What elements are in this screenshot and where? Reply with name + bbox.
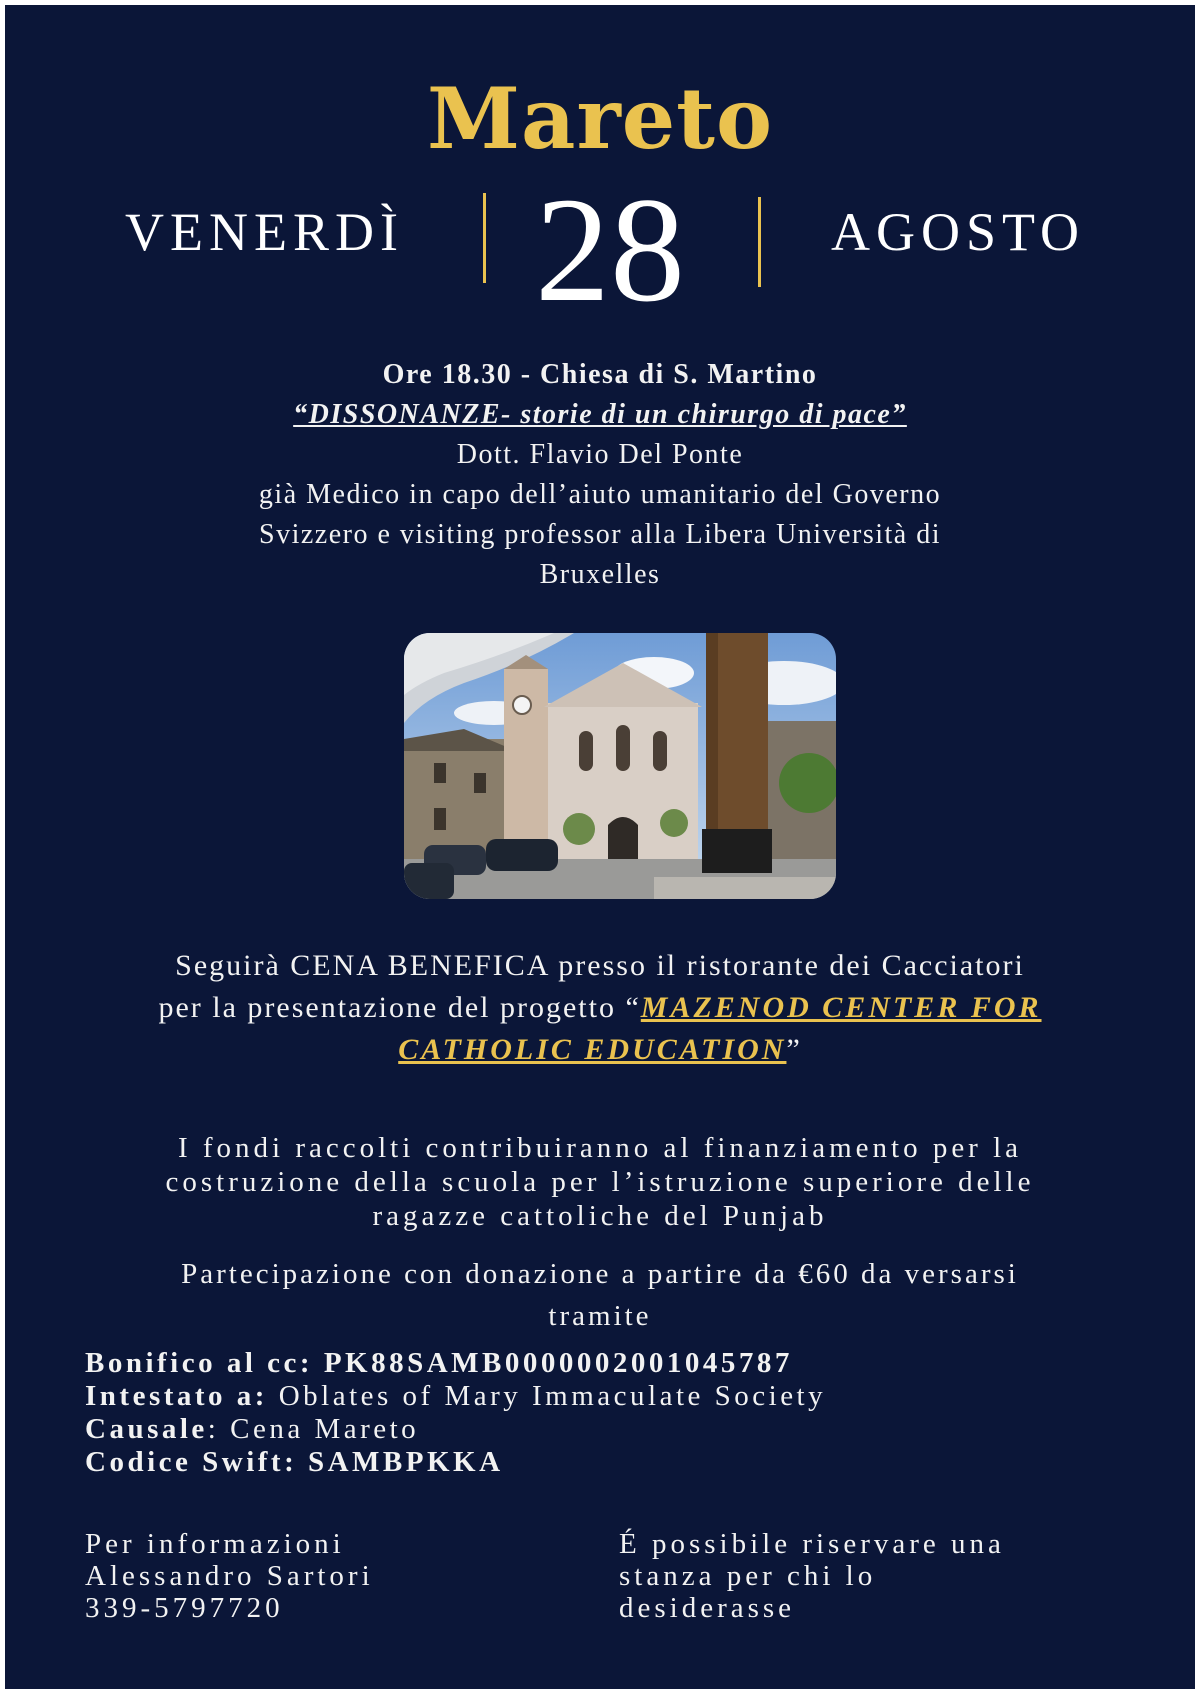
contact-phone[interactable]: 339-5797720	[85, 1592, 284, 1624]
talk-title: “DISSONANZE- storie di un chirurgo di pace”	[293, 399, 907, 430]
month-label: AGOSTO	[831, 202, 1086, 262]
speaker-name: Dott. Flavio Del Ponte	[456, 439, 744, 470]
room-note-line: desiderasse	[619, 1592, 796, 1624]
reason-label: Causale	[85, 1413, 208, 1445]
day-number: 28	[535, 167, 685, 333]
contact-heading: Per informazioni	[85, 1528, 345, 1560]
church-photo-illustration	[404, 633, 836, 899]
funds-section	[65, 1131, 1135, 1233]
funds-line: ragazze cattoliche del Punjab	[372, 1200, 828, 1232]
iban-label: Bonifico al cc:	[85, 1347, 314, 1379]
talk-time-place: Ore 18.30 - Chiesa di S. Martino	[382, 359, 818, 390]
speaker-bio-line: Bruxelles	[539, 559, 661, 590]
project-name-link[interactable]: MAZENOD CENTER FOR	[640, 991, 1042, 1024]
participation-section	[65, 1253, 1135, 1337]
bank-details	[85, 1347, 826, 1479]
weekday-label: VENERDÌ	[125, 202, 404, 262]
date-divider-left	[483, 193, 486, 283]
project-name-link[interactable]: CATHOLIC EDUCATION	[398, 1033, 787, 1066]
iban-value: PK88SAMB0000002001045787	[323, 1347, 793, 1379]
funds-line: costruzione della scuola per l’istruzione superiore delle	[165, 1166, 1035, 1198]
participation-line: tramite	[548, 1300, 652, 1332]
talk-section	[65, 355, 1135, 595]
holder-label: Intestato a:	[85, 1380, 268, 1412]
room-note	[619, 1528, 1005, 1624]
town-title: Mareto	[427, 69, 773, 168]
dinner-line-prefix: per la presentazione del progetto “	[158, 991, 641, 1024]
dinner-line: Seguirà CENA BENEFICA presso il ristorante dei Cacciatori	[175, 949, 1025, 982]
room-note-line: stanza per chi lo	[619, 1560, 877, 1592]
reason-value: : Cena Mareto	[207, 1413, 420, 1445]
speaker-bio-line: già Medico in capo dell’aiuto umanitario del Governo	[258, 479, 942, 510]
room-note-line: É possibile riservare una	[619, 1528, 1005, 1560]
contact-info	[85, 1528, 374, 1624]
funds-line: I fondi raccolti contribuiranno al finanziamento per la	[177, 1132, 1023, 1164]
contact-name: Alessandro Sartori	[85, 1560, 374, 1592]
swift-label: Codice Swift:	[85, 1446, 298, 1478]
date-divider-right	[758, 197, 761, 287]
holder-value: Oblates of Mary Immaculate Society	[278, 1380, 827, 1412]
swift-value: SAMBPKKA	[307, 1446, 504, 1478]
closing-quote: ”	[786, 1033, 802, 1066]
speaker-bio-line: Svizzero e visiting professor alla Libera Università di	[259, 519, 941, 550]
event-poster	[5, 5, 1195, 1689]
participation-line: Partecipazione con donazione a partire da €60 da versarsi	[181, 1258, 1019, 1290]
dinner-section	[65, 945, 1135, 1071]
church-photo	[404, 633, 836, 899]
